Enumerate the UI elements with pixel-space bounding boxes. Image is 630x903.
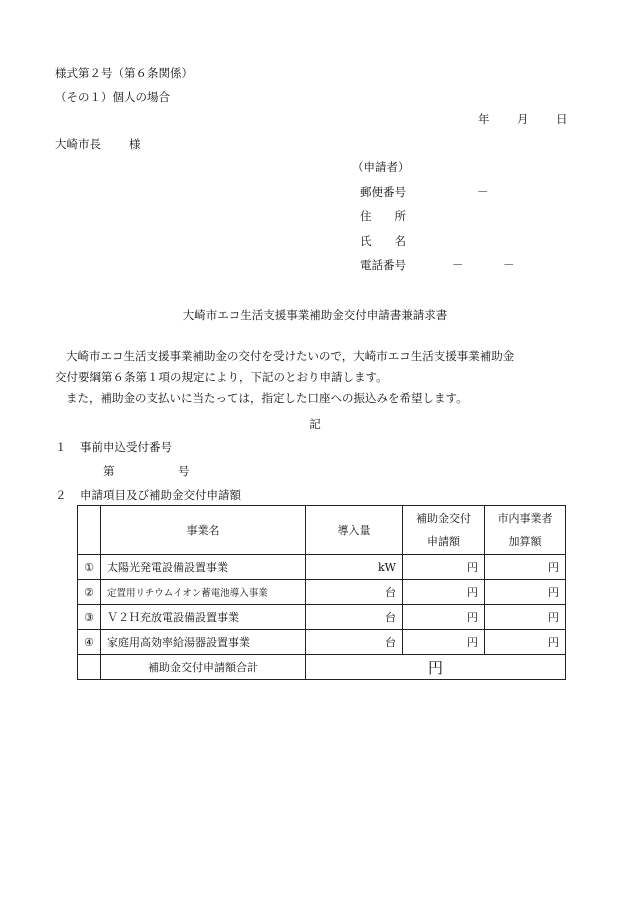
table-row <box>78 630 566 655</box>
row-number: ③ <box>78 605 101 630</box>
row-project-name: 太陽光発電設備設置事業 <box>101 555 306 580</box>
header-subsidy-line2: 申請額 <box>427 535 460 548</box>
table-total-row <box>78 655 566 680</box>
date-day-label[interactable]: 日 <box>556 112 568 126</box>
form-subtitle: （その１）個人の場合 <box>55 90 170 104</box>
total-label: 補助金交付申請額合計 <box>101 655 306 680</box>
phone-label: 電話番号 <box>360 258 406 272</box>
name-label: 氏 名 <box>360 234 406 248</box>
header-quantity: 導入量 <box>306 506 403 555</box>
row-project-name: Ｖ２Ｈ充放電設備設置事業 <box>101 605 306 630</box>
row-project-name: 家庭用高効率給湯器設置事業 <box>101 630 306 655</box>
row-local-yen[interactable]: 円 <box>485 630 566 655</box>
body-para2: また，補助金の支払いに当たっては，指定した口座への振込みを希望します。 <box>66 391 468 405</box>
form-number: 様式第２号（第６条関係） <box>55 66 193 80</box>
table-header-row <box>78 506 566 555</box>
ki-marker: 記 <box>309 417 321 431</box>
header-local-bonus <box>485 506 566 555</box>
header-project: 事業名 <box>101 506 306 555</box>
date-year-label[interactable]: 年 <box>478 112 490 126</box>
addressee: 大崎市長 <box>55 137 101 151</box>
row-quantity-unit[interactable]: 台 <box>306 630 403 655</box>
row-project-name: 定置用リチウムイオン蓄電池導入事業 <box>101 580 306 605</box>
table-row <box>78 555 566 580</box>
row-quantity-unit[interactable]: 台 <box>306 605 403 630</box>
total-yen[interactable]: 円 <box>306 655 566 680</box>
row-number: ④ <box>78 630 101 655</box>
total-blank-cell <box>78 655 101 680</box>
header-subsidy-line1: 補助金交付 <box>416 512 471 525</box>
addressee-honorific: 様 <box>129 137 141 151</box>
postal-code-label: 郵便番号 <box>360 185 406 199</box>
phone-separator-1[interactable]: － <box>452 258 464 272</box>
table-row <box>78 605 566 630</box>
table-row <box>78 580 566 605</box>
date-month-label[interactable]: 月 <box>517 112 529 126</box>
row-number: ② <box>78 580 101 605</box>
document-title: 大崎市エコ生活支援事業補助金交付申請書兼請求書 <box>182 308 448 322</box>
application-table <box>77 505 566 680</box>
postal-code-separator[interactable]: － <box>477 185 489 199</box>
section1-number: １ <box>55 440 67 454</box>
section2-label: 申請項目及び補助金交付申請額 <box>80 488 241 502</box>
row-subsidy-yen[interactable]: 円 <box>403 630 485 655</box>
body-text <box>55 346 575 409</box>
row-subsidy-yen[interactable]: 円 <box>403 555 485 580</box>
row-quantity-unit[interactable]: 台 <box>306 580 403 605</box>
row-local-yen[interactable]: 円 <box>485 555 566 580</box>
header-subsidy <box>403 506 485 555</box>
row-number: ① <box>78 555 101 580</box>
body-para1-line2: 交付要綱第６条第１項の規定により，下記のとおり申請します。 <box>55 370 388 384</box>
row-local-yen[interactable]: 円 <box>485 580 566 605</box>
phone-separator-2[interactable]: － <box>503 258 515 272</box>
row-local-yen[interactable]: 円 <box>485 605 566 630</box>
header-local-line2: 加算額 <box>508 535 542 548</box>
address-label: 住 所 <box>360 209 406 223</box>
section2-number: ２ <box>55 488 67 502</box>
row-quantity-unit[interactable]: kW <box>306 555 403 580</box>
applicant-heading: （申請者） <box>352 160 410 174</box>
receipt-go[interactable]: 号 <box>178 464 190 478</box>
header-number-blank <box>78 506 101 555</box>
section1-label: 事前申込受付番号 <box>80 440 172 454</box>
row-subsidy-yen[interactable]: 円 <box>403 580 485 605</box>
header-local-line1: 市内事業者 <box>497 512 553 525</box>
body-para1-line1: 大崎市エコ生活支援事業補助金の交付を受けたいので，大崎市エコ生活支援事業補助金 <box>66 349 515 363</box>
row-subsidy-yen[interactable]: 円 <box>403 605 485 630</box>
receipt-dai: 第 <box>103 464 115 478</box>
